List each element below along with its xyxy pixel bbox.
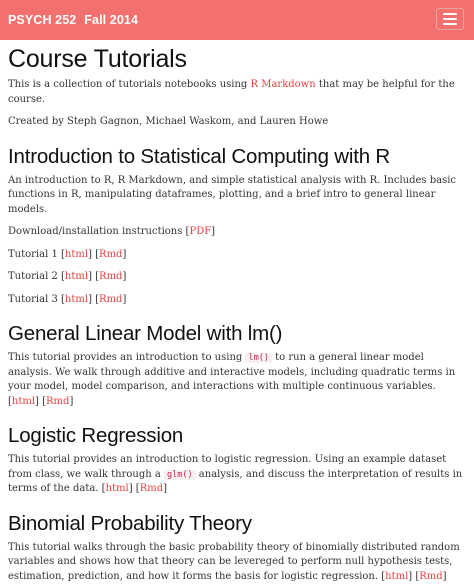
brand[interactable] (8, 13, 138, 27)
main-content (0, 44, 474, 584)
link-close: ] (69, 396, 73, 407)
lm-code: lm() (245, 353, 271, 363)
binomial-text: This tutorial walks through the basic probability theory of binomially distributed random variables and shows how that theory can be levereged to perform null hypothesis tests, estimation, prediction, and how it forms the basis for logistic regression. [ (8, 542, 460, 582)
course-name[interactable]: PSYCH 252 (8, 13, 76, 27)
intro-description: An introduction to R, R Markdown, and simple statistical analysis with R. Includes basic functions in R, manipulating dataframes, plotting, and a brief intro to general linear models. (8, 174, 466, 218)
link-separator: ] [ (408, 571, 419, 582)
link-separator: ] [ (88, 271, 99, 282)
glm-code: glm() (164, 470, 196, 480)
tutorial-1-html-link[interactable]: html (65, 249, 88, 260)
link-separator: ] [ (88, 294, 99, 305)
tutorial-1-rmd-link[interactable]: Rmd (99, 249, 122, 260)
menu-bar (443, 18, 457, 20)
link-separator: ] [ (35, 396, 46, 407)
glm-rmd-link[interactable]: Rmd (46, 396, 69, 407)
link-close: ] (443, 571, 447, 582)
menu-bar (443, 13, 457, 15)
page-title: Course Tutorials (8, 44, 466, 74)
tutorial-label: Tutorial 1 [ (8, 249, 65, 260)
section-heading-binomial: Binomial Probability Theory (8, 511, 466, 537)
glm-description (8, 351, 466, 409)
logistic-rmd-link[interactable]: Rmd (140, 483, 163, 494)
pdf-link[interactable]: PDF (189, 226, 211, 237)
link-close: ] (122, 249, 126, 260)
link-close: ] (122, 271, 126, 282)
intro-suffix: that may be helpful for the course. (8, 79, 455, 105)
hamburger-menu-icon[interactable] (436, 8, 464, 30)
logistic-html-link[interactable]: html (106, 483, 129, 494)
link-separator: ] [ (129, 483, 140, 494)
intro-text (8, 78, 466, 107)
r-markdown-link[interactable]: R Markdown (251, 79, 316, 90)
download-label: Download/installation instructions [ (8, 226, 189, 237)
tutorial-3-rmd-link[interactable]: Rmd (99, 294, 122, 305)
download-line: Download/installation instructions [PDF] (8, 225, 466, 240)
logistic-text-end: analysis, and discuss the interpretation of results in terms of the data. [ (8, 469, 462, 495)
tutorial-2-html-link[interactable]: html (65, 271, 88, 282)
tutorial-3-line (8, 293, 466, 308)
navbar (0, 0, 474, 40)
binomial-html-link[interactable]: html (385, 571, 408, 582)
logistic-text-start: This tutorial provides an introduction to logistic regression. Using an example dataset from class, we walk through a (8, 454, 446, 480)
intro-prefix: This is a collection of tutorials notebooks using (8, 79, 251, 90)
link-close: ] (163, 483, 167, 494)
tutorial-label: Tutorial 2 [ (8, 271, 65, 282)
menu-bar (443, 23, 457, 25)
binomial-description (8, 541, 466, 584)
tutorial-2-line (8, 270, 466, 285)
section-heading-intro: Introduction to Statistical Computing with R (8, 144, 466, 170)
binomial-rmd-link[interactable]: Rmd (419, 571, 442, 582)
glm-text-end: to run a general linear model analysis. We walk through additive and interactive models, including quadratic terms in your model, model comparison, and interactions with multiple continuous variables. [ (8, 352, 455, 407)
glm-text-start: This tutorial provides an introduction to using (8, 352, 245, 363)
link-separator: ] [ (88, 249, 99, 260)
glm-html-link[interactable]: html (12, 396, 35, 407)
logistic-description (8, 453, 466, 497)
section-heading-logistic: Logistic Regression (8, 423, 466, 449)
tutorial-2-rmd-link[interactable]: Rmd (99, 271, 122, 282)
tutorial-1-line (8, 248, 466, 263)
link-close: ] (122, 294, 126, 305)
tutorial-label: Tutorial 3 [ (8, 294, 65, 305)
tutorial-3-html-link[interactable]: html (65, 294, 88, 305)
course-term[interactable]: Fall 2014 (84, 13, 138, 27)
section-heading-glm: General Linear Model with lm() (8, 321, 466, 347)
credits-text: Created by Steph Gagnon, Michael Waskom, and Lauren Howe (8, 115, 466, 130)
